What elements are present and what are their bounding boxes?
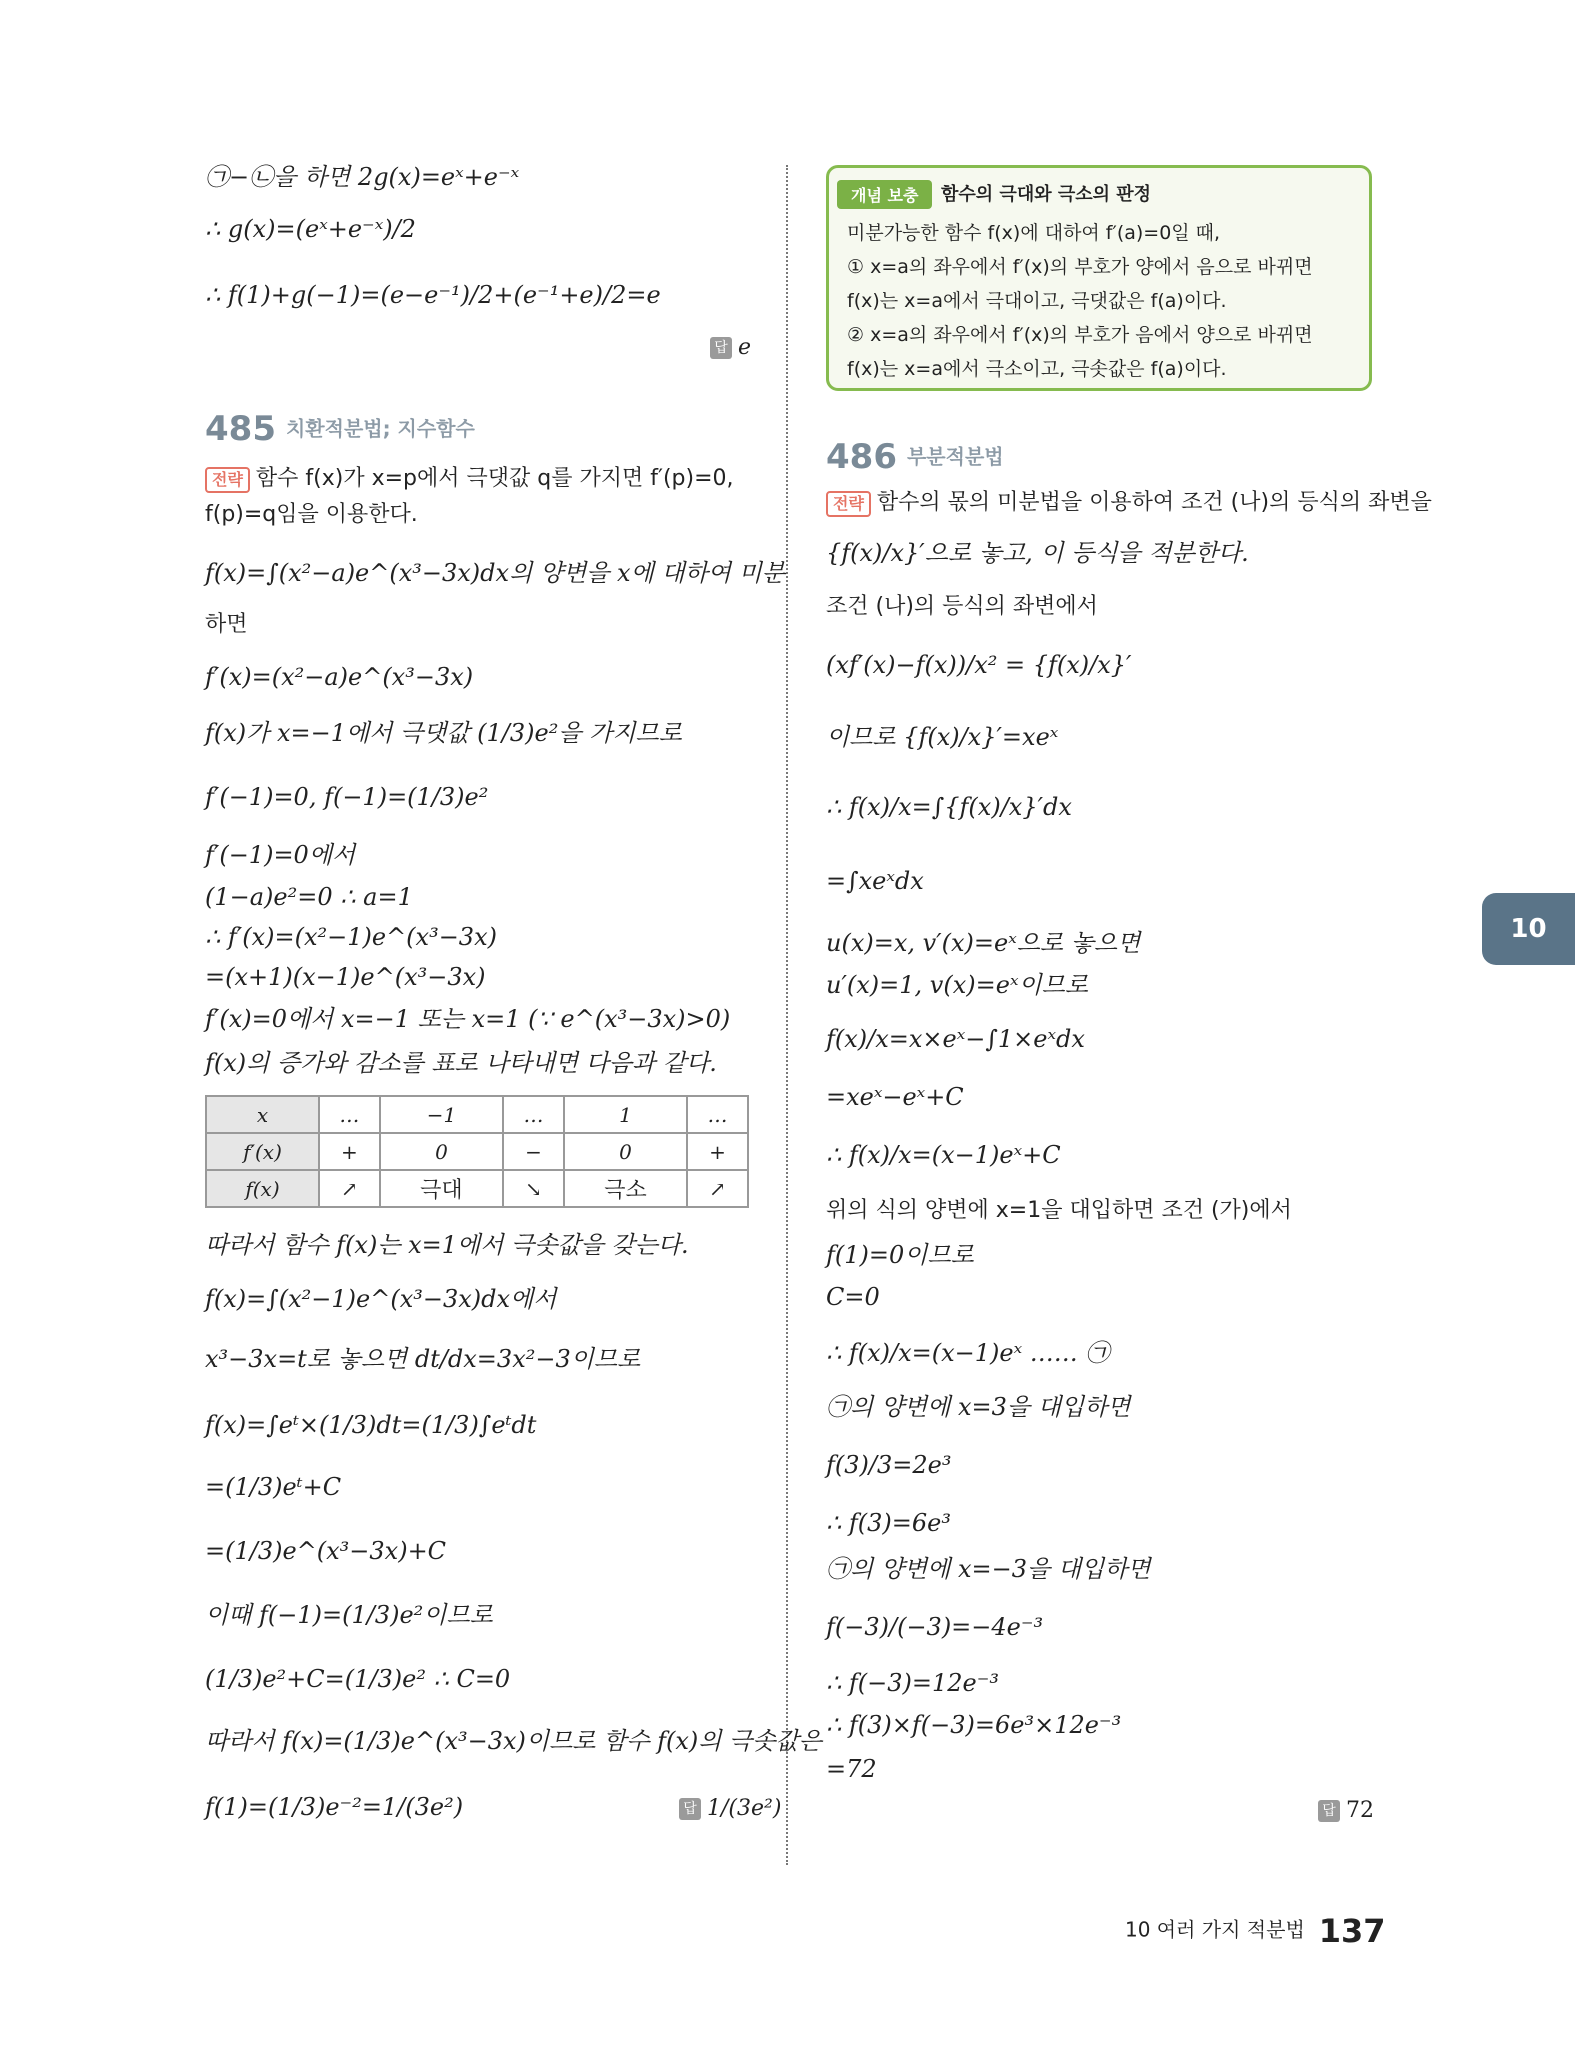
math-line: ∴ f′(x)=(x²−1)e^(x³−3x) xyxy=(205,923,497,951)
math-line: =72 xyxy=(826,1755,877,1783)
answer-value: e xyxy=(738,335,752,360)
problem-title: 부분적분법 xyxy=(906,444,1004,469)
table-cell: 0 xyxy=(380,1133,503,1170)
increase-decrease-table xyxy=(205,1095,749,1208)
math-line: u(x)=x, v′(x)=eˣ으로 놓으면 xyxy=(826,929,1141,957)
concept-line: ② x=a의 좌우에서 f′(x)의 부호가 음에서 양으로 바뀌면 xyxy=(847,324,1313,346)
answer-top xyxy=(710,335,751,360)
math-line: u′(x)=1, v(x)=eˣ이므로 xyxy=(826,971,1089,999)
math-line: f(3)/3=2e³ xyxy=(826,1451,952,1479)
math-line: (xf′(x)−f(x))/x² = {f(x)/x}′ xyxy=(826,651,1132,679)
concept-line: ① x=a의 좌우에서 f′(x)의 부호가 양에서 음으로 바뀌면 xyxy=(847,256,1313,278)
problem-number: 486 xyxy=(826,436,897,477)
table-cell: 극소 xyxy=(564,1170,687,1207)
math-line: f(x)의 증가와 감소를 표로 나타내면 다음과 같다. xyxy=(205,1049,717,1077)
strategy-line: f(p)=q임을 이용한다. xyxy=(205,502,418,527)
strategy-tag: 전략 xyxy=(826,491,871,517)
math-line: ∴ f(x)/x=(x−1)eˣ …… ㉠ xyxy=(826,1339,1110,1367)
problem-number: 485 xyxy=(205,408,276,449)
math-line: f(−3)/(−3)=−4e⁻³ xyxy=(826,1613,1044,1641)
page-number: 137 xyxy=(1318,1912,1386,1950)
math-line: ∴ f(3)×f(−3)=6e³×12e⁻³ xyxy=(826,1711,1122,1739)
text-line: 위의 식의 양변에 x=1을 대입하면 조건 (가)에서 xyxy=(826,1198,1292,1223)
math-line: ㉠−㉡을 하면 2g(x)=eˣ+e⁻ˣ xyxy=(205,163,520,191)
answer-value: 72 xyxy=(1346,1798,1374,1823)
table-cell: + xyxy=(687,1133,748,1170)
strategy-line: 전략 함수의 몫의 미분법을 이용하여 조건 (나)의 등식의 좌변을 xyxy=(826,488,1432,518)
math-line: f′(x)=0에서 x=−1 또는 x=1 (∵ e^(x³−3x)>0) xyxy=(205,1005,731,1033)
table-row xyxy=(206,1170,748,1207)
answer-mark: 답 xyxy=(679,1798,701,1820)
table-cell: 1 xyxy=(564,1096,687,1133)
math-line: 이때 f(−1)=(1/3)e²이므로 xyxy=(205,1601,493,1629)
strategy-tag: 전략 xyxy=(205,467,250,493)
problem-486-header xyxy=(826,436,1004,477)
math-line: 이므로 {f(x)/x}′=xeˣ xyxy=(826,723,1059,751)
math-line: ㉠의 양변에 x=−3을 대입하면 xyxy=(826,1555,1151,1583)
math-line: ∴ f(x)/x=∫{f(x)/x}′dx xyxy=(826,793,1072,821)
math-line: f(1)=0이므로 xyxy=(826,1241,974,1269)
math-line: f(1)=(1/3)e⁻²=1/(3e²) xyxy=(205,1793,464,1821)
table-cell: f′(x) xyxy=(206,1133,319,1170)
math-line: ∴ f(1)+g(−1)=(e−e⁻¹)/2+(e⁻¹+e)/2=e xyxy=(205,281,661,309)
math-line: C=0 xyxy=(826,1283,880,1311)
answer-485 xyxy=(679,1796,781,1821)
text-line: 하면 xyxy=(205,612,248,637)
problem-title: 치환적분법; 지수함수 xyxy=(285,416,475,441)
table-cell: −1 xyxy=(380,1096,503,1133)
answer-mark: 답 xyxy=(1318,1800,1340,1822)
math-line: (1−a)e²=0 ∴ a=1 xyxy=(205,883,413,911)
problem-485-header xyxy=(205,408,475,449)
math-line: =(1/3)e^(x³−3x)+C xyxy=(205,1537,447,1565)
math-line: (1/3)e²+C=(1/3)e² ∴ C=0 xyxy=(205,1665,511,1693)
table-cell: 0 xyxy=(564,1133,687,1170)
concept-tag: 개념 보충 xyxy=(837,180,932,209)
math-line: x³−3x=t로 놓으면 dt/dx=3x²−3이므로 xyxy=(205,1345,641,1373)
table-cell: … xyxy=(503,1096,564,1133)
math-line: f′(x)=(x²−a)e^(x³−3x) xyxy=(205,663,474,691)
table-cell: ↗ xyxy=(687,1170,748,1207)
table-row xyxy=(206,1133,748,1170)
table-cell: ↗ xyxy=(319,1170,380,1207)
strategy-line: {f(x)/x}′으로 놓고, 이 등식을 적분한다. xyxy=(826,539,1249,567)
math-line: f(x)=∫(x²−a)e^(x³−3x)dx의 양변을 x에 대하여 미분 xyxy=(205,559,785,587)
math-line: f(x)가 x=−1에서 극댓값 (1/3)e²을 가지므로 xyxy=(205,719,682,747)
answer-value: 1/(3e²) xyxy=(707,1796,782,1821)
table-cell: … xyxy=(687,1096,748,1133)
math-line: ∴ f(−3)=12e⁻³ xyxy=(826,1669,1000,1697)
math-line: f′(−1)=0, f(−1)=(1/3)e² xyxy=(205,783,489,811)
concept-line: 미분가능한 함수 f(x)에 대하여 f′(a)=0일 때, xyxy=(847,222,1221,244)
math-line: f(x)=∫(x²−1)e^(x³−3x)dx에서 xyxy=(205,1285,557,1313)
table-cell: 극대 xyxy=(380,1170,503,1207)
math-line: ∴ f(3)=6e³ xyxy=(826,1509,951,1537)
column-divider xyxy=(786,165,788,1865)
answer-486 xyxy=(1318,1798,1374,1823)
math-line: f′(−1)=0에서 xyxy=(205,841,356,869)
concept-box xyxy=(826,165,1372,391)
math-line: =(1/3)eᵗ+C xyxy=(205,1473,342,1501)
chapter-side-tab: 10 xyxy=(1482,893,1575,965)
math-line: ㉠의 양변에 x=3을 대입하면 xyxy=(826,1393,1131,1421)
concept-title: 함수의 극대와 극소의 판정 xyxy=(941,184,1152,205)
table-row xyxy=(206,1096,748,1133)
table-cell: f(x) xyxy=(206,1170,319,1207)
math-line: f(x)=∫eᵗ×(1/3)dt=(1/3)∫eᵗdt xyxy=(205,1411,537,1439)
table-cell: x xyxy=(206,1096,319,1133)
math-line: f(x)/x=x×eˣ−∫1×eˣdx xyxy=(826,1025,1085,1053)
math-line: =xeˣ−eˣ+C xyxy=(826,1083,964,1111)
text-line: 조건 (나)의 등식의 좌변에서 xyxy=(826,594,1098,619)
answer-mark: 답 xyxy=(710,337,732,359)
page-footer xyxy=(1125,1912,1386,1950)
table-cell: − xyxy=(503,1133,564,1170)
concept-line: f(x)는 x=a에서 극대이고, 극댓값은 f(a)이다. xyxy=(847,290,1227,312)
strategy-line: 전략 함수 f(x)가 x=p에서 극댓값 q를 가지면 f′(p)=0, xyxy=(205,464,734,494)
math-line: =(x+1)(x−1)e^(x³−3x) xyxy=(205,963,486,991)
math-line: 따라서 함수 f(x)는 x=1에서 극솟값을 갖는다. xyxy=(205,1231,689,1259)
table-cell: … xyxy=(319,1096,380,1133)
math-line: ∴ g(x)=(eˣ+e⁻ˣ)/2 xyxy=(205,215,416,243)
table-cell: + xyxy=(319,1133,380,1170)
chapter-title: 10 여러 가지 적분법 xyxy=(1125,1917,1305,1942)
math-line: =∫xeˣdx xyxy=(826,867,924,895)
table-cell: ↘ xyxy=(503,1170,564,1207)
math-line: ∴ f(x)/x=(x−1)eˣ+C xyxy=(826,1141,1061,1169)
concept-line: f(x)는 x=a에서 극소이고, 극솟값은 f(a)이다. xyxy=(847,358,1227,380)
math-line: 따라서 f(x)=(1/3)e^(x³−3x)이므로 함수 f(x)의 극솟값은 xyxy=(205,1727,822,1755)
